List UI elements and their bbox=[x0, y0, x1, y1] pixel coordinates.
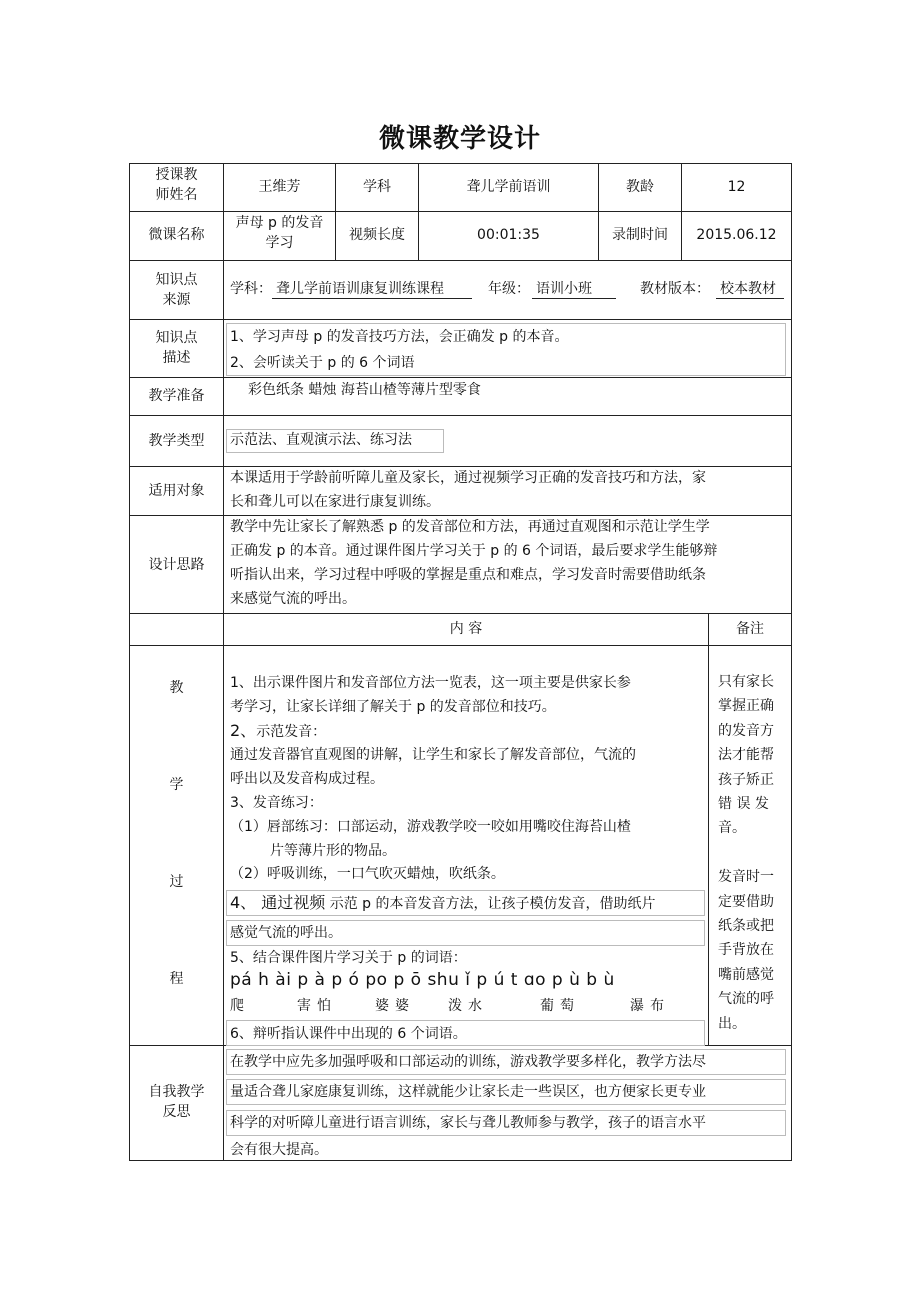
design-line-4: 来感觉气流的呼出。 bbox=[230, 591, 356, 607]
knowledge-line-2: 2、会听读关于 p 的 6 个词语 bbox=[230, 355, 415, 371]
step1-line-2: 考学习，让家长详细了解关于 p 的发音部位和技巧。 bbox=[230, 699, 556, 715]
word-3: 婆婆 bbox=[375, 998, 415, 1014]
source-grade-prefix: 年级： bbox=[488, 281, 530, 297]
pinyin-line: pá h ài p à p ó po p ō shu ǐ p ú t ɑo p ù b ù bbox=[230, 970, 615, 990]
source-grade: 语训小班 bbox=[536, 281, 592, 297]
reflection-line-1: 在教学中应先多加强呼吸和口部运动的训练，游戏教学要多样化，教学方法尽 bbox=[230, 1054, 706, 1070]
process-side-4: 程 bbox=[169, 971, 184, 987]
course-label: 微课名称 bbox=[148, 227, 205, 243]
step2-line-2: 呼出以及发音构成过程。 bbox=[230, 771, 384, 787]
knowledge-line-1: 1、学习声母 p 的发音技巧方法，会正确发 p 的本音。 bbox=[230, 329, 569, 345]
type-text: 示范法、直观演示法、练习法 bbox=[230, 432, 412, 448]
design-line-3: 听指认出来，学习过程中呼吸的掌握是重点和难点，学习发音时需要借助纸条 bbox=[230, 567, 706, 583]
step5-heading: 5、结合课件图片学习关于 p 的词语： bbox=[230, 950, 467, 966]
course-name: 声母 p 的发音 学习 bbox=[235, 215, 324, 251]
source-subject: 聋儿学前语训康复训练课程 bbox=[276, 281, 444, 297]
subject-value: 聋儿学前语训 bbox=[466, 179, 551, 195]
prep-text: 彩色纸条 蜡烛 海苔山楂等薄片型零食 bbox=[248, 382, 481, 398]
prep-label: 教学准备 bbox=[148, 388, 205, 404]
word-1: 爬 bbox=[230, 998, 244, 1014]
step1-line-1: 1、出示课件图片和发音部位方法一览表，这一项主要是供家长参 bbox=[230, 675, 631, 691]
page-title: 微课教学设计 bbox=[378, 124, 541, 154]
step3-line-3: （2）呼吸训练，一口气吹灭蜡烛，吹纸条。 bbox=[230, 866, 505, 882]
design-line-1: 教学中先让家长了解熟悉 p 的发音部位和方法，再通过直观图和示范让学生学 bbox=[230, 519, 710, 535]
reflection-line-3: 科学的对听障儿童进行语言训练，家长与聋儿教师参与教学，孩子的语言水平 bbox=[230, 1115, 706, 1131]
step3-line-2: 片等薄片形的物品。 bbox=[270, 843, 396, 859]
step3-heading: 3、发音练习： bbox=[230, 795, 323, 811]
rec-label: 录制时间 bbox=[612, 227, 668, 243]
audience-label: 适用对象 bbox=[148, 483, 205, 499]
subject-label: 学科 bbox=[363, 179, 391, 195]
type-label: 教学类型 bbox=[148, 433, 205, 449]
audience-line-1: 本课适用于学龄前听障儿童及家长，通过视频学习正确的发音技巧和方法，家 bbox=[230, 470, 706, 486]
reflection-line-4: 会有很大提高。 bbox=[230, 1142, 328, 1158]
process-side-1: 教 bbox=[169, 680, 184, 696]
design-line-2: 正确发 p 的本音。通过课件图片学习关于 p 的 6 个词语，最后要求学生能够辩 bbox=[230, 543, 718, 559]
teacher-label: 授课教 师姓名 bbox=[155, 167, 198, 203]
design-label: 设计思路 bbox=[148, 557, 205, 573]
word-6: 瀑布 bbox=[630, 998, 670, 1014]
reflection-line-2: 量适合聋儿家庭康复训练，这样就能少让家长走一些误区，也方便家长更专业 bbox=[230, 1084, 706, 1100]
step3-line-1: （1）唇部练习：口部运动，游戏教学咬一咬如用嘴咬住海苔山楂 bbox=[230, 819, 631, 835]
source-edition-prefix: 教材版本： bbox=[640, 281, 710, 297]
source-label: 知识点 来源 bbox=[155, 272, 198, 308]
rec-date: 2015.06.12 bbox=[696, 227, 777, 243]
step2-line-1: 通过发音器官直观图的讲解，让学生和家长了解发音部位，气流的 bbox=[230, 747, 636, 763]
remark-header: 备注 bbox=[736, 621, 764, 637]
step4-line-2: 感觉气流的呼出。 bbox=[230, 925, 342, 941]
years-label: 教龄 bbox=[626, 179, 654, 195]
step6-line: 6、辩听指认课件中出现的 6 个词语。 bbox=[230, 1026, 467, 1042]
word-2: 害怕 bbox=[297, 998, 337, 1014]
knowledge-label: 知识点 描述 bbox=[155, 330, 198, 366]
source-subject-prefix: 学科： bbox=[230, 281, 272, 297]
step4-line-1: 4、 通过视频 示范 p 的本音发音方法，让孩子模仿发音，借助纸片 bbox=[230, 893, 656, 912]
length-label: 视频长度 bbox=[349, 227, 405, 243]
source-edition: 校本教材 bbox=[720, 281, 776, 297]
reflection-label: 自我教学 反思 bbox=[148, 1084, 205, 1120]
word-4: 泼水 bbox=[448, 998, 488, 1014]
audience-line-2: 长和聋儿可以在家进行康复训练。 bbox=[230, 494, 440, 510]
length-value: 00:01:35 bbox=[477, 227, 540, 243]
teacher-name: 王维芳 bbox=[258, 179, 301, 195]
content-header: 内 容 bbox=[449, 621, 483, 637]
process-side-2: 学 bbox=[169, 777, 184, 793]
step2-heading: 2、示范发音： bbox=[230, 721, 327, 740]
word-5: 葡萄 bbox=[540, 998, 580, 1014]
remark-text: 只有家长 掌握正确 的发音方 法才能帮 孩子矫正 错 误 发 音。 发音时一 定要借助 纸条或把 手背放在 嘴前感觉 气流的呼 出。 bbox=[718, 674, 774, 1032]
process-side-3: 过 bbox=[169, 874, 184, 890]
years-value: 12 bbox=[727, 179, 746, 195]
